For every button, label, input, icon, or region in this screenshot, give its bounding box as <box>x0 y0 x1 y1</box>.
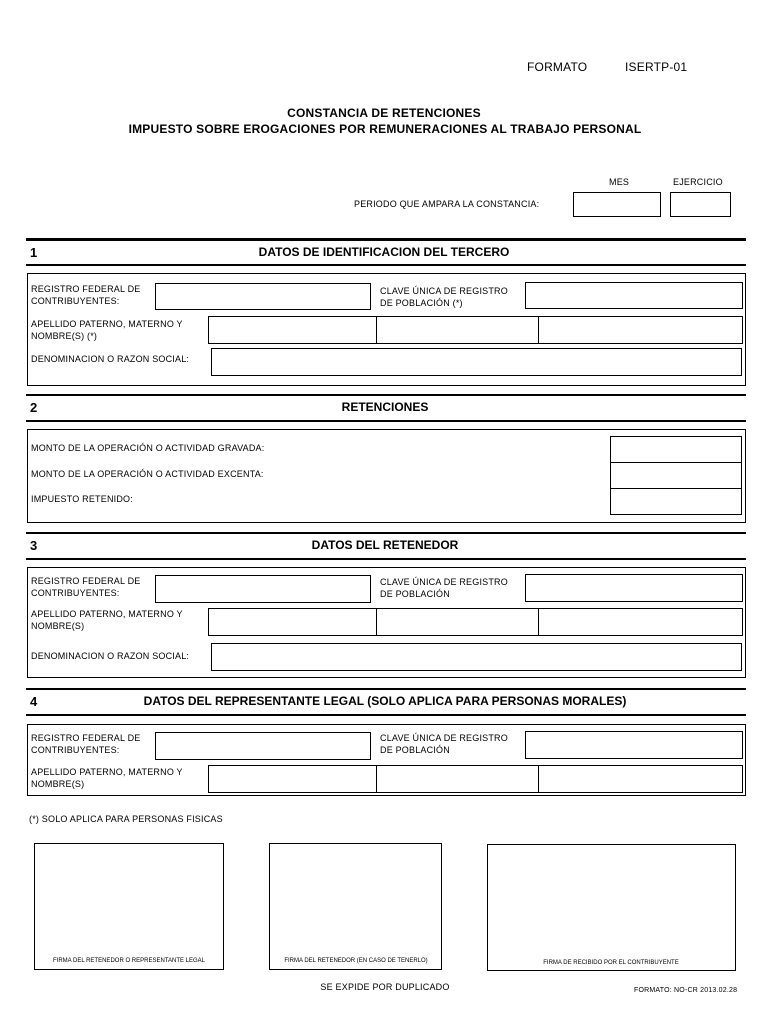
s1-curp-field[interactable] <box>525 282 743 309</box>
section4-number: 4 <box>30 694 38 709</box>
section3-top-rule <box>26 532 746 534</box>
s3-name-label-line2: NOMBRE(S) <box>31 621 85 631</box>
s1-name-label-line1: APELLIDO PATERNO, MATERNO Y <box>31 319 183 329</box>
section2-number: 2 <box>30 400 38 415</box>
s1-apellido-materno-field[interactable] <box>376 316 539 344</box>
s3-name-label-line1: APELLIDO PATERNO, MATERNO Y <box>31 609 183 619</box>
s1-apellido-paterno-field[interactable] <box>208 316 377 344</box>
s3-rfc-label-line1: REGISTRO FEDERAL DE <box>31 576 141 586</box>
s1-curp-label <box>380 285 508 309</box>
signature-label-1: FIRMA DEL RETENEDOR O REPRESENTANTE LEGAL <box>52 958 206 964</box>
s1-razon-label: DENOMINACION O RAZON SOCIAL: <box>31 354 190 364</box>
s2-exenta-field[interactable] <box>610 462 742 489</box>
section1-top-rule <box>26 238 746 241</box>
formato-reference: FORMATO: NO-CR 2013.02.28 <box>634 987 738 994</box>
s4-rfc-field[interactable] <box>155 732 371 760</box>
s4-curp-label-line1: CLAVE ÚNICA DE REGISTRO <box>380 733 508 743</box>
s2-gravada-field[interactable] <box>610 436 742 463</box>
section1-number: 1 <box>30 245 38 260</box>
ejercicio-label: EJERCICIO <box>673 177 723 187</box>
s1-curp-label-line2: DE POBLACIÓN (*) <box>380 298 463 308</box>
s3-curp-field[interactable] <box>525 574 743 602</box>
s4-rfc-label-line1: REGISTRO FEDERAL DE <box>31 733 141 743</box>
s1-nombre-field[interactable] <box>538 316 743 344</box>
s4-rfc-label-line2: CONTRIBUYENTES: <box>31 745 120 755</box>
s2-impuesto-label: IMPUESTO RETENIDO: <box>31 494 133 504</box>
s1-razon-field[interactable] <box>211 348 742 376</box>
signature-box-retenedor-representante[interactable] <box>34 843 224 970</box>
s3-name-label <box>31 608 183 632</box>
ejercicio-field[interactable] <box>670 192 731 217</box>
s4-curp-field[interactable] <box>525 731 743 759</box>
s3-rfc-label-line2: CONTRIBUYENTES: <box>31 588 120 598</box>
section2-bottom-rule <box>26 420 746 422</box>
s3-curp-label-line1: CLAVE ÚNICA DE REGISTRO <box>380 577 508 587</box>
s1-curp-label-line1: CLAVE ÚNICA DE REGISTRO <box>380 286 508 296</box>
s4-curp-label <box>380 732 508 756</box>
s1-name-label-line2: NOMBRE(S) (*) <box>31 331 98 341</box>
section3-title: DATOS DEL RETENEDOR <box>311 538 459 552</box>
s4-name-label-line2: NOMBRE(S) <box>31 779 85 789</box>
s3-apellido-paterno-field[interactable] <box>208 608 377 636</box>
section1-title: DATOS DE IDENTIFICACION DEL TERCERO <box>258 245 510 259</box>
s4-rfc-label <box>31 732 140 756</box>
mes-label: MES <box>609 177 630 187</box>
signature-label-2: FIRMA DEL RETENEDOR (EN CASO DE TENERLO) <box>284 958 428 964</box>
s1-rfc-label-line1: REGISTRO FEDERAL DE <box>31 284 141 294</box>
s1-rfc-label-line2: CONTRIBUYENTES: <box>31 296 120 306</box>
section3-bottom-rule <box>26 558 746 560</box>
section1-bottom-rule <box>26 264 746 266</box>
mes-field[interactable] <box>573 192 661 217</box>
s4-nombre-field[interactable] <box>538 765 743 793</box>
s3-apellido-materno-field[interactable] <box>376 608 539 636</box>
s3-razon-label: DENOMINACION O RAZON SOCIAL: <box>31 651 190 661</box>
s1-rfc-label <box>31 283 140 307</box>
section4-title: DATOS DEL REPRESENTANTE LEGAL (SOLO APLICA PARA PERSONAS MORALES) <box>143 694 627 708</box>
section4-top-rule <box>26 688 746 690</box>
section4-bottom-rule <box>26 714 746 716</box>
duplicado-note: SE EXPIDE POR DUPLICADO <box>320 982 450 992</box>
s4-apellido-materno-field[interactable] <box>376 765 539 793</box>
section3-number: 3 <box>30 538 38 553</box>
s2-exenta-label: MONTO DE LA OPERACIÓN O ACTIVIDAD EXCENTA: <box>31 469 264 479</box>
signature-box-contribuyente[interactable] <box>487 844 736 971</box>
section2-title: RETENCIONES <box>341 400 429 414</box>
signature-label-3: FIRMA DE RECIBIDO POR EL CONTRIBUYENTE <box>543 960 679 966</box>
s4-apellido-paterno-field[interactable] <box>208 765 377 793</box>
s3-curp-label-line2: DE POBLACIÓN <box>380 589 450 599</box>
s4-name-label-line1: APELLIDO PATERNO, MATERNO Y <box>31 767 183 777</box>
s2-gravada-label: MONTO DE LA OPERACIÓN O ACTIVIDAD GRAVADA: <box>31 443 265 453</box>
s4-curp-label-line2: DE POBLACIÓN <box>380 745 450 755</box>
signature-box-retenedor[interactable] <box>269 843 442 970</box>
title-line-1: CONSTANCIA DE RETENCIONES <box>287 106 481 120</box>
s3-curp-label <box>380 576 508 600</box>
section2-top-rule <box>26 394 746 396</box>
s4-name-label <box>31 766 183 790</box>
s1-name-label <box>31 318 183 342</box>
s3-rfc-label <box>31 575 140 599</box>
s1-rfc-field[interactable] <box>155 283 371 310</box>
title-line-2: IMPUESTO SOBRE EROGACIONES POR REMUNERACIONES AL TRABAJO PERSONAL <box>128 122 642 136</box>
period-label: PERIODO QUE AMPARA LA CONSTANCIA: <box>354 199 540 209</box>
formato-code: ISERTP-01 <box>625 60 688 74</box>
s2-impuesto-field[interactable] <box>610 488 742 515</box>
s3-nombre-field[interactable] <box>538 608 743 636</box>
s3-razon-field[interactable] <box>211 643 742 671</box>
s3-rfc-field[interactable] <box>155 575 371 603</box>
formato-label: FORMATO <box>527 60 588 74</box>
footnote: (*) SOLO APLICA PARA PERSONAS FISICAS <box>29 814 223 824</box>
